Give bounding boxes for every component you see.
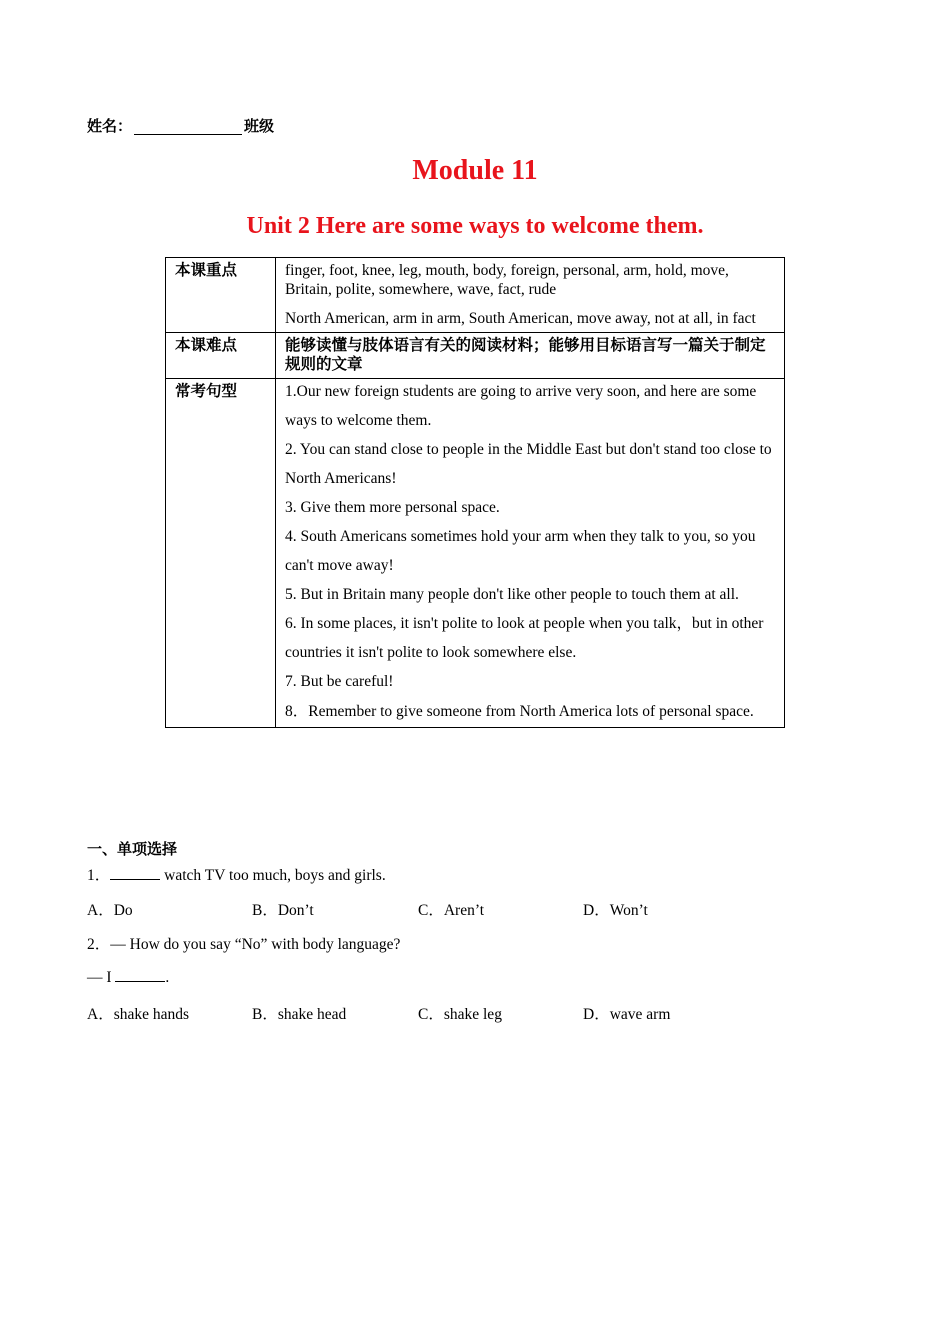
key-phrases: North American, arm in arm, South American, move away, not at all, in fact bbox=[285, 310, 756, 327]
key-points-label: 本课重点 bbox=[166, 258, 276, 333]
unit-title: Unit 2 Here are some ways to welcome them. bbox=[246, 213, 704, 239]
q2-number: 2． bbox=[87, 936, 111, 953]
question-2 bbox=[87, 932, 400, 954]
key-words: finger, foot, knee, leg, mouth, body, foreign, personal, arm, hold, move, Britain, polite, somewhere, wave, fact, rude bbox=[285, 262, 729, 298]
q1-option-c: C．Aren’t bbox=[418, 902, 485, 919]
table-row-sentences bbox=[166, 379, 785, 728]
sentence-5: 5. But in Britain many people don't like other people to touch them at all. bbox=[285, 586, 739, 603]
q1-option-d: D．Won’t bbox=[583, 902, 648, 919]
q2-option-b: B．shake head bbox=[252, 1006, 347, 1023]
question-2-answer-line bbox=[87, 967, 169, 987]
sentences-label: 常考句型 bbox=[166, 379, 276, 728]
section-title: 一、单项选择 bbox=[87, 840, 178, 858]
difficulties-label: 本课难点 bbox=[166, 333, 276, 379]
class-label: 班级 bbox=[244, 117, 275, 135]
q1-blank bbox=[110, 865, 160, 880]
sentence-6: 6. In some places, it isn't polite to look at people when you talk，but in other countries it isn't polite to look somewhere else. bbox=[285, 615, 764, 661]
q2-line2-suffix: . bbox=[165, 969, 170, 986]
table-row-difficulties bbox=[166, 333, 785, 379]
sentences-cell bbox=[276, 379, 785, 728]
sentence-8: 8．Remember to give someone from North America lots of personal space. bbox=[285, 703, 754, 720]
difficulties-content: 能够读懂与肢体语言有关的阅读材料；能够用目标语言写一篇关于制定规则的文章 bbox=[276, 333, 785, 379]
q2-option-a: A．shake hands bbox=[87, 1006, 190, 1023]
q1-number: 1． bbox=[87, 867, 111, 884]
name-label: 姓名： bbox=[87, 117, 133, 135]
q1-option-b: B．Don’t bbox=[252, 902, 314, 919]
name-blank bbox=[134, 120, 242, 135]
key-points-cell bbox=[276, 258, 785, 333]
lesson-info-table bbox=[165, 257, 785, 728]
q1-option-a: A．Do bbox=[87, 902, 133, 919]
question-1 bbox=[87, 863, 386, 885]
q2-line1: — How do you say “No” with body language? bbox=[110, 936, 401, 953]
q2-option-c: C．shake leg bbox=[418, 1006, 502, 1023]
sentence-7: 7. But be careful! bbox=[285, 673, 394, 690]
q2-line2-prefix: — I bbox=[87, 969, 116, 986]
sentence-3: 3. Give them more personal space. bbox=[285, 499, 500, 516]
sentence-4: 4. South Americans sometimes hold your arm when they talk to you, so you can't move away! bbox=[285, 528, 756, 574]
q2-option-d: D．wave arm bbox=[583, 1006, 671, 1023]
table-row-key-points bbox=[166, 258, 785, 333]
q1-text: watch TV too much, boys and girls. bbox=[160, 867, 386, 884]
q2-blank bbox=[115, 967, 165, 982]
sentence-2: 2. You can stand close to people in the Middle East but don't stand too close to North Americans! bbox=[285, 441, 772, 487]
module-title: Module 11 bbox=[412, 155, 538, 186]
sentence-1: 1.Our new foreign students are going to arrive very soon, and here are some ways to welcome them. bbox=[285, 383, 757, 429]
name-class-line bbox=[87, 115, 274, 136]
